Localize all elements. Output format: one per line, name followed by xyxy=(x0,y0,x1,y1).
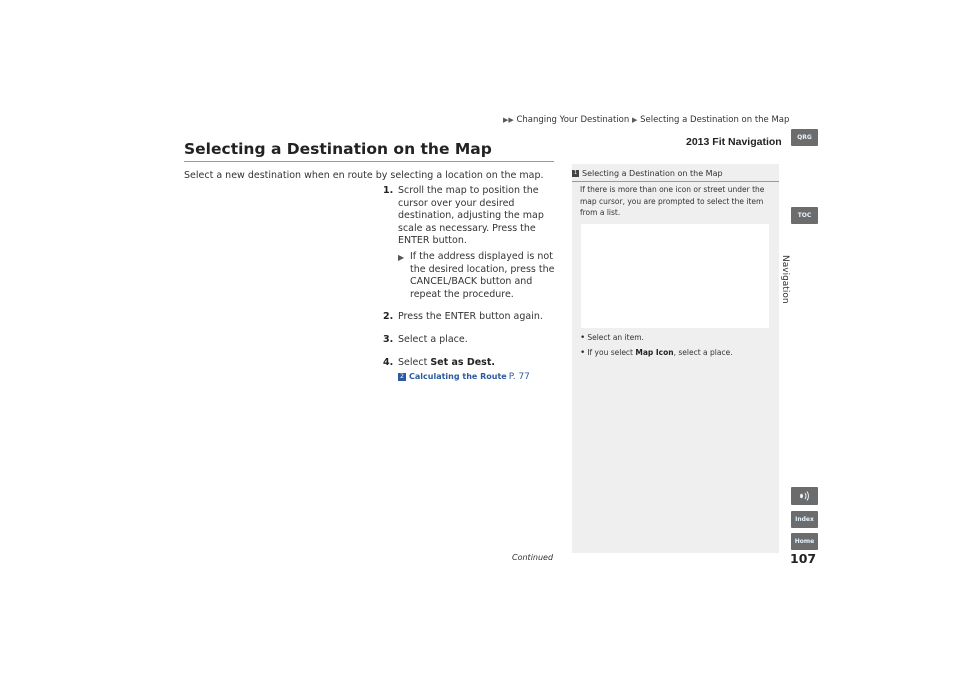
home-button[interactable]: Home xyxy=(791,533,818,550)
section-tab-navigation: Navigation xyxy=(780,255,790,304)
step-text: Select a place. xyxy=(398,333,468,345)
cross-reference-icon: 2 xyxy=(398,373,406,381)
screen-image-placeholder xyxy=(581,224,769,328)
note-sidebar xyxy=(572,164,779,553)
qrg-button[interactable]: QRG xyxy=(791,129,818,146)
steps-list xyxy=(383,185,558,394)
bullet-dot-icon: • xyxy=(580,333,586,343)
title-divider xyxy=(184,161,554,162)
note-icon: 1 xyxy=(573,170,578,176)
page-title: Selecting a Destination on the Map xyxy=(184,140,492,158)
bullet-dot-icon: • xyxy=(580,347,586,358)
step-substep xyxy=(398,251,558,301)
step-item xyxy=(383,357,558,384)
bullet-bold: Map Icon xyxy=(635,347,674,357)
cross-reference-link[interactable] xyxy=(398,371,558,384)
note-title: Selecting a Destination on the Map xyxy=(582,169,723,178)
triangle-bullet-icon: ▶ xyxy=(398,252,405,262)
manual-title: 2013 Fit Navigation xyxy=(686,136,782,148)
step-number: 1. xyxy=(383,185,394,196)
breadcrumb xyxy=(503,115,789,125)
intro-text: Select a new destination when en route by selecting a location on the map. xyxy=(184,170,544,181)
step-item xyxy=(383,334,558,347)
breadcrumb-item-changing-destination[interactable]: Changing Your Destination xyxy=(516,115,630,125)
xref-link-text[interactable]: Calculating the Route xyxy=(409,372,507,382)
bullet-prefix: If you select xyxy=(587,347,636,357)
step-text-bold: Set as Dest. xyxy=(430,356,495,368)
bullet-text: Select an item. xyxy=(587,333,644,342)
breadcrumb-item-current: Selecting a Destination on the Map xyxy=(640,115,790,125)
page-number: 107 xyxy=(790,551,817,566)
note-bullet xyxy=(580,331,775,346)
step-text-prefix: Select xyxy=(398,356,431,368)
breadcrumb-arrow-icon: ▶ xyxy=(631,116,638,124)
step-text: Press the ENTER button again. xyxy=(398,311,543,323)
step-text: Scroll the map to position the cursor over your desired destination, adjusting the map scale as necessary. Press the ENTER button. xyxy=(398,185,544,247)
voice-command-icon xyxy=(798,490,812,502)
index-button[interactable]: Index xyxy=(791,511,818,528)
step-item xyxy=(383,311,558,324)
note-divider xyxy=(572,181,779,182)
bullet-suffix: , select a place. xyxy=(673,347,733,357)
note-header xyxy=(572,169,779,178)
step-item xyxy=(383,185,558,301)
continued-label: Continued xyxy=(512,553,554,562)
step-number: 3. xyxy=(383,333,394,345)
xref-page[interactable]: P. 77 xyxy=(508,372,530,383)
note-bullets xyxy=(580,331,775,360)
voice-command-button[interactable] xyxy=(791,487,818,505)
note-body: If there is more than one icon or street under the map cursor, you are prompted to select the item from a list. xyxy=(580,185,765,218)
step-number: 2. xyxy=(383,311,394,323)
breadcrumb-arrow-icon: ▶▶ xyxy=(503,116,514,124)
substep-text: If the address displayed is not the desired location, press the CANCEL/BACK button and repeat the procedure. xyxy=(410,250,555,300)
toc-button[interactable]: TOC xyxy=(791,207,818,224)
note-bullet xyxy=(580,346,775,361)
step-number: 4. xyxy=(383,356,394,368)
